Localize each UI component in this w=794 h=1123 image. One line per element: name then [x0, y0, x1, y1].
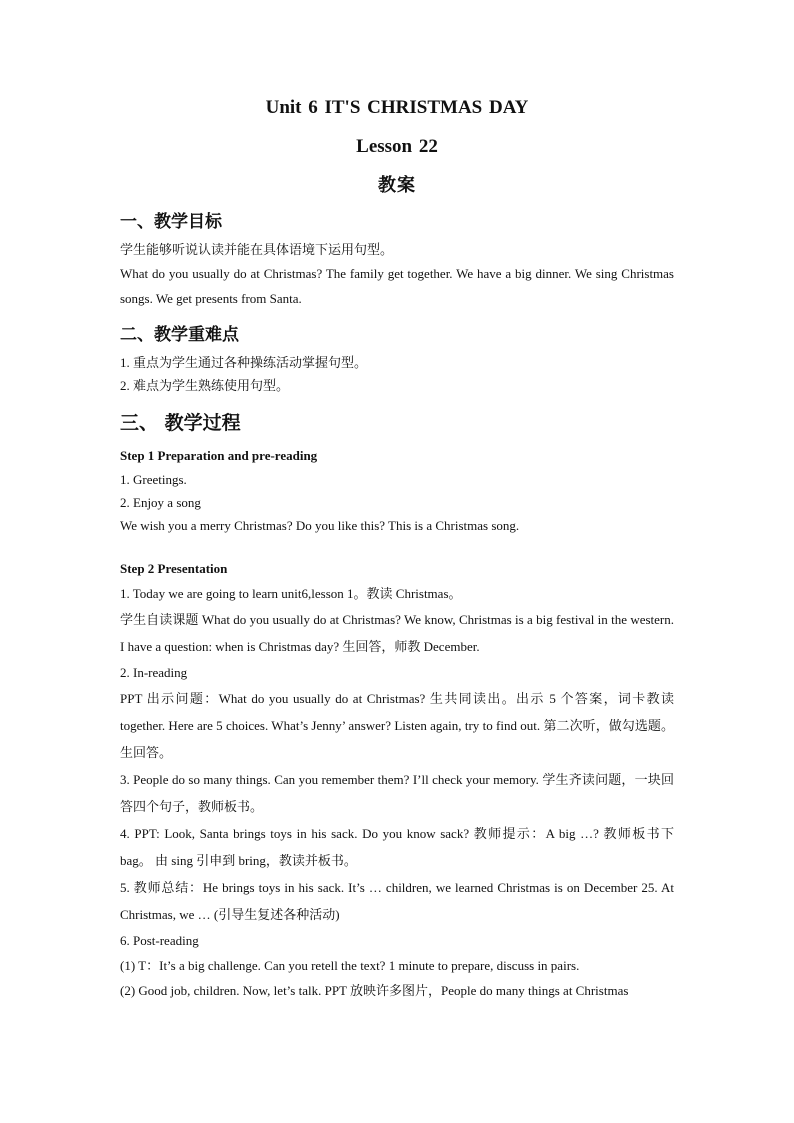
section-heading-objectives: 一、教学目标	[120, 212, 222, 232]
document-body	[120, 96, 674, 1003]
paragraph: 学生能够听说认读并能在具体语境下运用句型。	[120, 242, 394, 257]
paragraph: (2) Good job, children. Now, let’s talk. PPT 放映许多图片，People do many things at Christmas	[120, 983, 629, 998]
paragraph: 学生自读课题 What do you usually do at Christmas? We know, Christmas is a big festival in the western. I have a question: when is Christmas day? 生回答，师教 December.	[120, 612, 674, 654]
list-item: 2. Enjoy a song	[120, 495, 201, 510]
list-item: 1. 重点为学生通过各种操练活动掌握句型。	[120, 355, 368, 370]
step-title: Step 1 Preparation and pre-reading	[120, 448, 318, 463]
paragraph: PPT 出示问题：What do you usually do at Christmas? 生共同读出。出示 5 个答案，词卡教读 together. Here are 5 choices. What’s Jenny’ answer? Listen again, try to find out. 第二次听，做勾选题。生回答。	[120, 691, 674, 760]
paragraph: 2. In-reading	[120, 665, 188, 680]
paragraph: 4. PPT: Look, Santa brings toys in his sack. Do you know sack? 教师提示：A big …? 教师板书下 bag。 由 sing 引申到 bring，教读并板书。	[120, 826, 674, 868]
document-title: Unit 6 IT'S CHRISTMAS DAY	[265, 97, 529, 118]
section-heading-process: 三、 教学过程	[120, 412, 241, 434]
paragraph: (1) T：It’s a big challenge. Can you retell the text? 1 minute to prepare, discuss in pairs.	[120, 958, 580, 973]
paragraph: 6. Post-reading	[120, 933, 199, 948]
section-heading-key-points: 二、教学重难点	[120, 325, 239, 345]
paragraph: 3. People do so many things. Can you remember them? I’ll check your memory. 学生齐读问题，一块回答四个句子，教师板书。	[120, 772, 674, 814]
paragraph: 5. 教师总结：He brings toys in his sack. It’s … children, we learned Christmas is on December 25. At Christmas, we … (引导生复述各种活动)	[120, 880, 674, 922]
document-subtitle: 教案	[378, 175, 416, 196]
paragraph: What do you usually do at Christmas? The family get together. We have a big dinner. We sing Christmas songs. We get presents from Santa.	[120, 266, 674, 306]
list-item: 2. 难点为学生熟练使用句型。	[120, 378, 290, 393]
lesson-title: Lesson 22	[356, 136, 438, 157]
paragraph: 1. Today we are going to learn unit6,lesson 1。教读 Christmas。	[120, 586, 462, 601]
list-item: 1. Greetings.	[120, 472, 187, 487]
step-title: Step 2 Presentation	[120, 561, 228, 576]
paragraph: We wish you a merry Christmas? Do you like this? This is a Christmas song.	[120, 518, 520, 533]
